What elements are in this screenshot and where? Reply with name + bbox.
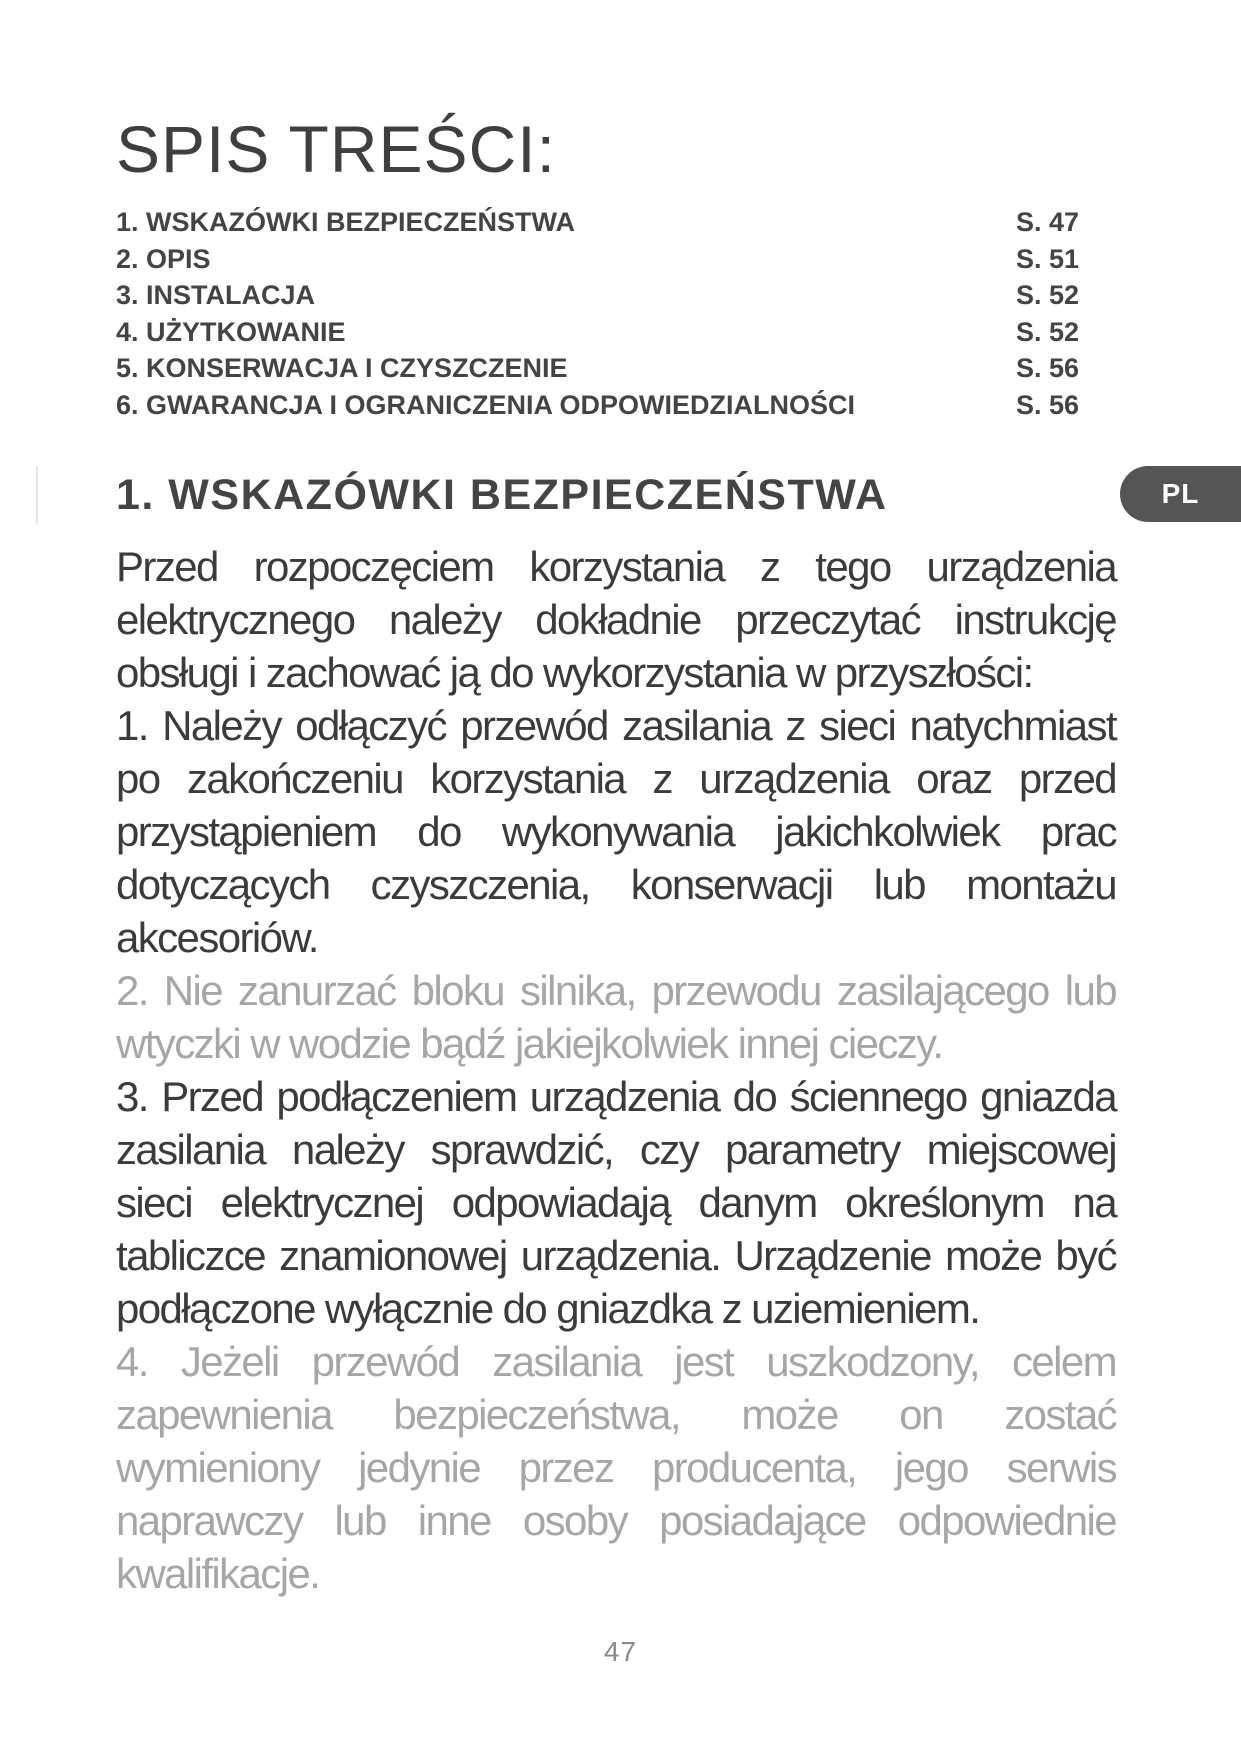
page-edge-mark [36,466,38,524]
toc-item-page: S. 47 [1016,207,1080,237]
toc-item-page: S. 56 [1016,353,1080,383]
section-heading: 1. WSKAZÓWKI BEZPIECZEŃSTWA [116,471,888,519]
toc-item-page: S. 56 [1016,389,1080,420]
safety-rule-3: 3. Przed podłączeniem urządzenia do ściennego gniazda zasilania należy sprawdzić, czy parametry miejscowej sieci elektrycznej odpowiadają danym określonym na tabliczce znamionowej urządzenia. Urządzenie może być podłączone wyłącznie do gniazdka z uziemieniem. [116,1073,1116,1332]
toc-item-label: 3. INSTALACJA [116,280,316,310]
page-number: 47 [603,1636,638,1667]
toc-item [116,241,1088,278]
table-of-contents [116,204,1088,423]
toc-title: SPIS TREŚCI: [116,112,556,186]
toc-item-label: 6. GWARANCJA I OGRANICZENIA ODPOWIEDZIALNOŚCI [116,389,856,420]
toc-item [116,204,1088,241]
intro-paragraph: Przed rozpoczęciem korzystania z tego urządzenia elektrycznego należy dokładnie przeczytać instrukcję obsługi i zachować ją do wykorzystania w przyszłości: [116,543,1116,696]
toc-item [116,387,1088,424]
toc-item [116,277,1088,314]
toc-item [116,350,1088,387]
safety-rule-2: 2. Nie zanurzać bloku silnika, przewodu zasilającego lub wtyczki w wodzie bądź jakiejkolwiek innej cieczy. [116,967,1116,1067]
language-tab: PL [1120,466,1241,522]
toc-item-label: 2. OPIS [116,243,211,274]
toc-item-page: S. 52 [1016,280,1080,310]
safety-rule-4: 4. Jeżeli przewód zasilania jest uszkodzony, celem zapewnienia bezpieczeństwa, może on zostać wymieniony jedynie przez producenta, jego serwis naprawczy lub inne osoby posiadające odpowiednie kwalifikacje. [116,1338,1116,1597]
toc-item-label: 1. WSKAZÓWKI BEZPIECZEŃSTWA [116,207,575,237]
toc-item-page: S. 52 [1016,316,1080,347]
toc-item [116,314,1088,351]
toc-item-label: 4. UŻYTKOWANIE [116,316,346,347]
toc-item-label: 5. KONSERWACJA I CZYSZCZENIE [116,353,568,383]
safety-rule-1: 1. Należy odłączyć przewód zasilania z sieci natychmiast po zakończeniu korzystania z urządzenia oraz przed przystąpieniem do wykonywania jakichkolwiek prac dotyczących czyszczenia, konserwacji lub montażu akcesoriów. [116,702,1116,961]
toc-item-page: S. 51 [1016,243,1080,274]
safety-instructions [116,540,1116,1600]
